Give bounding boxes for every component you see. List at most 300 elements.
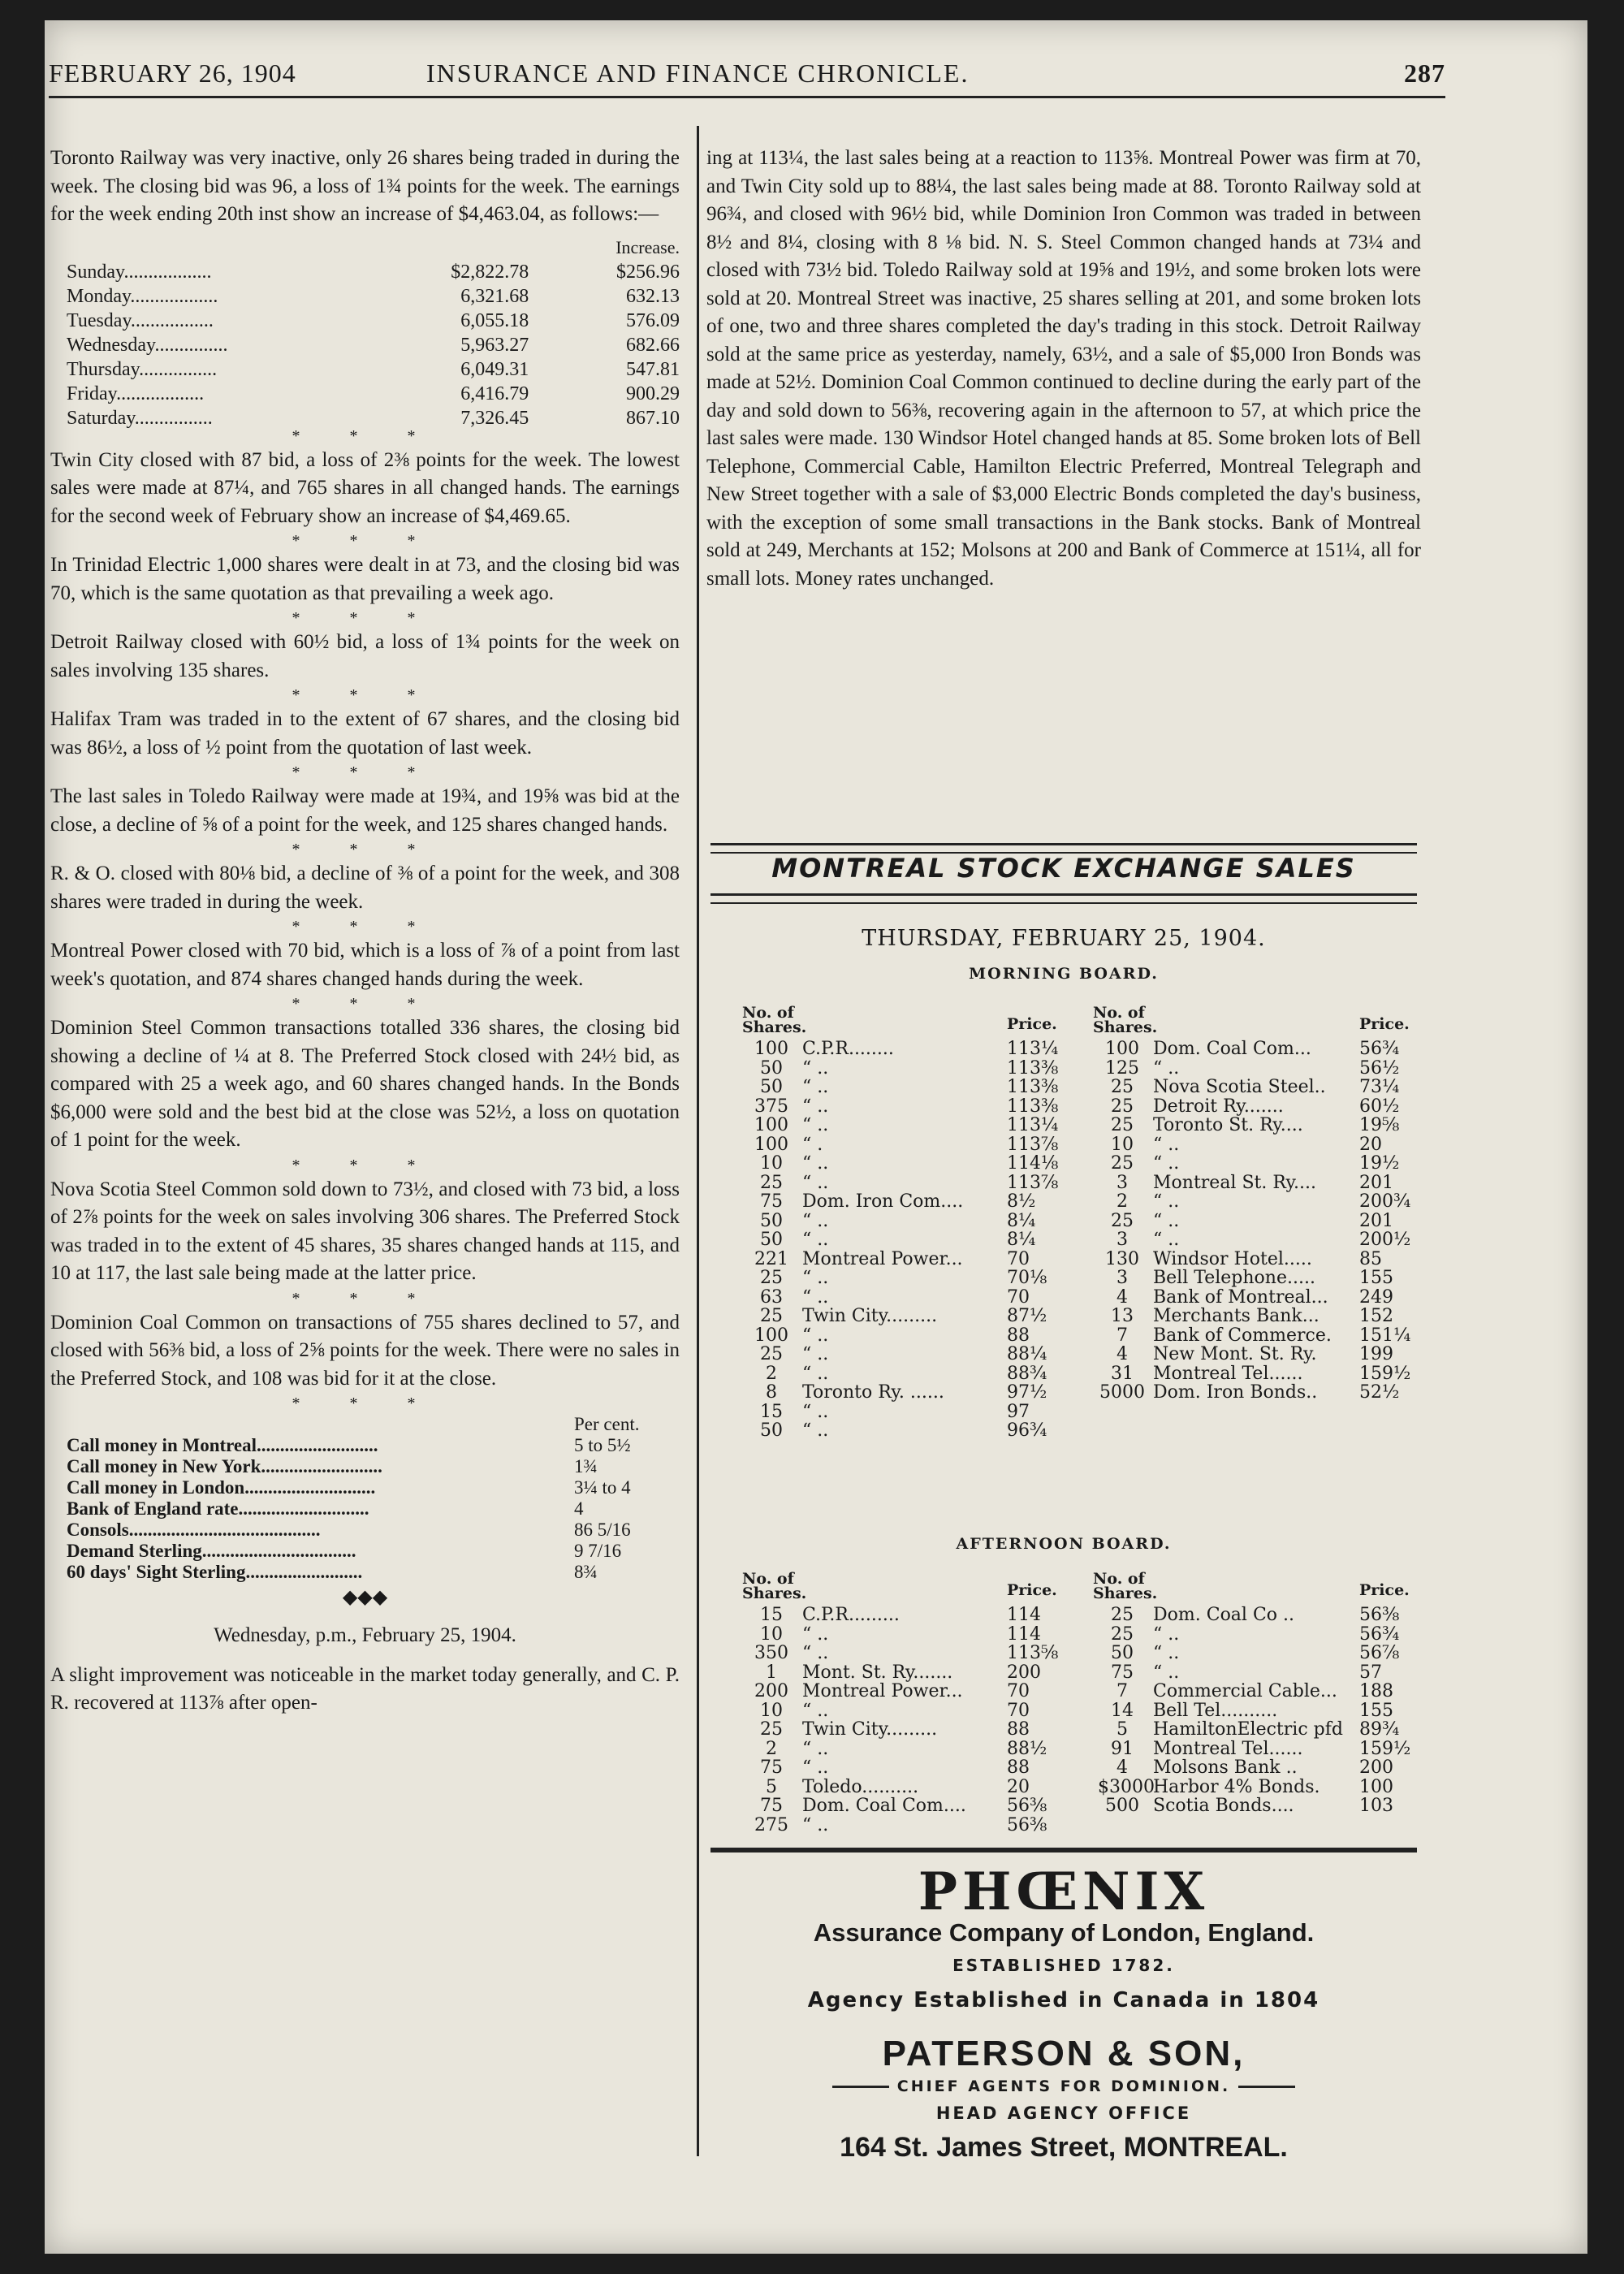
sale-price: 200¾ [1359,1191,1411,1212]
shares-column-header: No. of Shares. [742,1570,807,1602]
sale-stock: Windsor Hotel..... [1153,1248,1312,1269]
sale-price: 88¾ [1007,1363,1047,1384]
morning-sales-right [1093,1004,1411,1403]
sale-shares: 100 [754,1134,788,1155]
sale-row [747,1325,1030,1346]
sale-stock: “ .. [802,1700,829,1721]
earnings-amount: $2,822.78 [451,261,529,283]
sale-price: 70 [1007,1700,1030,1721]
sale-stock: “ .. [802,1325,829,1346]
sale-shares: 200 [754,1681,788,1701]
money-rate-value: 5 to 5½ [574,1435,631,1455]
money-rate-row [67,1456,663,1477]
sale-row [747,1077,1059,1097]
sale-stock: Nova Scotia Steel.. [1153,1077,1326,1097]
sale-price: 100 [1359,1776,1393,1797]
ad-company: Assurance Company of London, England. [813,1918,1315,1947]
money-rate-value: 4 [574,1498,584,1519]
sale-row [747,1719,1030,1740]
sale-stock: “ .. [802,1643,829,1663]
sale-stock: Montreal Tel...... [1153,1738,1303,1759]
sale-price: 200 [1359,1757,1393,1778]
sale-row [1098,1212,1406,1231]
sale-price: 113⅞ [1007,1134,1059,1155]
sale-stock: Molsons Bank .. [1153,1757,1298,1778]
earnings-day: Sunday.................. [67,261,212,283]
sale-stock: “ . [802,1134,823,1155]
afternoon-sales-right [1093,1570,1411,1816]
sale-shares: 7 [1116,1681,1128,1701]
ad-rule [710,1848,1417,1852]
sale-stock: “ .. [802,1757,829,1778]
sale-stock: “ .. [802,1096,829,1117]
sale-price: 188 [1359,1681,1393,1701]
earnings-amount: 7,326.45 [460,407,529,429]
sale-row [747,1681,1030,1701]
sale-stock: “ .. [1153,1662,1180,1683]
sale-row [1098,1644,1406,1663]
sale-price: 88 [1007,1757,1030,1778]
paragraph-separator: * * * [292,532,438,550]
sale-shares: 50 [760,1230,783,1250]
sale-shares: 25 [1111,1623,1134,1645]
sale-shares: 10 [760,1623,783,1645]
sale-stock: Mont. St. Ry....... [802,1662,953,1683]
sale-shares: 91 [1111,1738,1134,1759]
sale-stock: Bell Tel.......... [1153,1700,1278,1721]
sales-header [1093,1004,1410,1040]
sale-shares: 5 [766,1776,777,1797]
money-rate-row [67,1520,663,1541]
sale-row [747,1757,1030,1778]
sale-stock: HamiltonElectric pfd [1153,1719,1343,1740]
sale-row [747,1776,1030,1797]
earnings-day: Thursday................ [67,358,218,380]
paragraph-separator: * * * [292,995,438,1013]
sale-shares: 350 [754,1643,788,1663]
sale-shares: 75 [760,1757,783,1778]
sale-shares: 5 [1116,1719,1128,1740]
sale-price: 73¼ [1359,1077,1400,1097]
sale-row [1098,1116,1406,1135]
sale-row [1098,1097,1406,1117]
sale-shares: 50 [760,1077,783,1097]
sale-price: 201 [1359,1210,1393,1231]
sale-stock: New Mont. St. Ry. [1153,1344,1317,1364]
sale-row [747,1623,1041,1645]
sale-stock: Dom. Iron Com.... [802,1191,964,1212]
money-rate-label: Call money in New York.......................... [67,1456,382,1476]
sale-stock: Harbor 4% Bonds. [1153,1776,1320,1797]
ad-phoenix-name: PHŒNIX [918,1861,1210,1922]
sale-shares: 25 [1111,1077,1134,1097]
earnings-day: Wednesday............... [67,334,228,356]
sale-row [747,1210,1036,1231]
right-column [706,145,1421,599]
sale-row [1098,1250,1406,1269]
sale-stock: “ .. [802,1172,829,1193]
sale-stock: “ .. [1153,1623,1180,1645]
earnings-increase-header: Increase. [615,236,680,257]
sale-row [1098,1701,1406,1721]
sale-row [747,1605,1041,1625]
stock-exchange-title: MONTREAL STOCK EXCHANGE SALES [771,853,1356,884]
morning-sales-left [742,1004,1059,1441]
earnings-increase: 900.29 [626,383,680,404]
sale-row [1098,1682,1406,1701]
sale-stock: Toronto St. Ry.... [1153,1115,1303,1135]
earnings-row [67,357,680,382]
sale-stock: “ .. [1153,1057,1180,1079]
market-report-continued: ing at 113¼, the last sales being at a reaction to 113⅝. Montreal Power was firm at 70, and Twin City sold up to 88¼, the last sales being made at 88. Toronto Railway sold at 96¾, and closed with 96½ bid, while Dominion Iron Common was traded in between 8½ and 8¼, closing with 8 ⅛ bid. N. S. Steel Common changed hands at 73¼ and closed with 73½ bid. Toledo Railway sold at 19⅝ and 19½, and some broken lots were sold at 20. Montreal Street was inactive, 25 shares selling at 201, and some broken lots of one, two and three shares completed the day's trading in this stock. Detroit Railway sold at the same price as yesterday, namely, 63½, and a sale of $5,000 Iron Bonds was made at 52½. Dominion Coal Common continued to decline during the early part of the day and sold down to 56⅜, recovering again in the afternoon to 57, at which price the last sales were made. 130 Windsor Hotel changed hands at 85. Some broken lots of Bell Telephone, Commercial Cable, Hamilton Electric Preferred, Montreal Telegraph and New Street together with a sale of $3,000 Electric Bonds completed the day's business, with the exception of some small transactions in the Bank stocks. Bank of Montreal sold at 249, Merchants at 152; Molsons at 200 and Bank of Commerce at 151¼, all for small lots. Money rates unchanged. [706,147,1421,590]
sale-stock: Bell Telephone..... [1153,1268,1315,1288]
sale-price: 87½ [1007,1306,1047,1326]
sale-stock: “ .. [802,1268,829,1288]
page-header [49,58,1445,99]
sale-stock: “ .. [1153,1643,1180,1663]
sale-stock: Montreal St. Ry.... [1153,1172,1317,1193]
sale-price: 88 [1007,1325,1030,1346]
money-rate-row [67,1541,663,1562]
earnings-day: Monday.................. [67,285,218,307]
money-rate-label: 60 days' Sight Sterling......................... [67,1562,363,1582]
sale-stock: Montreal Power... [802,1248,963,1269]
sale-row [1098,1363,1411,1384]
paragraph-separator: * * * [292,686,438,704]
sale-shares: 221 [754,1248,788,1269]
money-rate-label: Demand Sterling................................. [67,1541,356,1561]
earnings-day: Saturday................ [67,407,213,429]
sale-stock: “ .. [802,1230,829,1250]
ornament: ◆◆◆ [342,1587,388,1608]
sale-stock: “ .. [802,1623,829,1645]
sale-shares: 15 [760,1605,783,1625]
ad-chief-agents-text: CHIEF AGENTS FOR DOMINION. [896,2077,1231,2095]
sale-row [1098,1078,1406,1097]
sale-price: 113⅜ [1007,1096,1059,1117]
left-column [50,145,680,1724]
sale-shares: 75 [760,1191,783,1212]
sale-price: 159½ [1359,1363,1411,1384]
sale-shares: 130 [1105,1248,1139,1269]
sale-shares: 7 [1116,1325,1128,1346]
sale-shares: 10 [760,1700,783,1721]
sale-stock: Toronto Ry. ...... [802,1382,944,1403]
sale-price: 97½ [1007,1382,1047,1403]
sale-stock: “ .. [802,1420,829,1441]
sale-shares: 5000 [1099,1382,1145,1403]
market-paragraph: Montreal Power closed with 70 bid, which is a loss of ⅞ of a point from last week's quotation, and 874 shares changed hands during the week. [50,940,680,990]
sale-shares: 13 [1111,1306,1134,1326]
earnings-row [67,333,680,357]
sale-stock: Toledo.......... [802,1776,919,1797]
sale-price: 114 [1007,1623,1041,1645]
sale-stock: “ .. [1153,1230,1180,1250]
sale-stock: C.P.R........ [802,1039,894,1059]
sale-row [747,1039,1059,1059]
money-rate-value: 1¾ [574,1456,598,1476]
earnings-increase: 632.13 [626,285,680,307]
sale-price: 20 [1007,1776,1030,1797]
sale-shares: 15 [760,1401,783,1422]
sale-stock: “ .. [802,1401,829,1422]
sale-stock: Dom. Coal Co .. [1153,1605,1295,1625]
sale-row [1098,1738,1411,1759]
sale-row [1098,1040,1406,1059]
money-rate-label: Bank of England rate............................ [67,1498,369,1519]
sale-stock: “ .. [802,1115,829,1135]
sale-row [1098,1154,1406,1174]
sale-price: 8¼ [1007,1230,1036,1250]
paragraph-separator: * * * [292,763,438,781]
sale-row [1098,1663,1406,1683]
sale-shares: 3 [1116,1230,1128,1250]
sale-row [747,1153,1059,1174]
money-rate-value: 8¾ [574,1562,598,1582]
sale-stock: “ .. [1153,1134,1180,1155]
sale-stock: Dom. Coal Com... [1153,1039,1311,1059]
sale-row [1098,1325,1411,1346]
sale-shares: 75 [760,1796,783,1816]
ad-agency: Agency Established in Canada in 1804 [807,1988,1320,2012]
toronto-railway-paragraph: Toronto Railway was very inactive, only 26 shares being traded in during the week. The closing bid was 96, a loss of 1¾ points for the week. The earnings for the week ending 20th inst show an increase of $4,463.04, as follows:— [50,147,680,225]
sale-price: 113⅞ [1007,1172,1059,1193]
earnings-amount: 6,055.18 [460,309,529,331]
sale-row [747,1401,1030,1422]
sale-price: 19⅝ [1359,1115,1400,1135]
earnings-amount: 6,416.79 [460,383,529,404]
sale-price: 8½ [1007,1191,1036,1212]
sale-shares: 1 [766,1662,777,1683]
sale-row [747,1268,1047,1288]
sale-row [747,1115,1059,1135]
sale-row [747,1363,1047,1384]
sale-shares: 100 [754,1115,788,1135]
sale-shares: 50 [760,1057,783,1079]
sale-price: 152 [1359,1306,1393,1326]
sale-row [747,1191,1036,1212]
morning-board-label: MORNING BOARD. [969,965,1159,983]
earnings-row [67,284,680,309]
sale-row [1098,1625,1406,1645]
sale-row [1098,1758,1406,1778]
earnings-row [67,309,680,333]
sale-row [1098,1135,1406,1155]
ad-established: ESTABLISHED 1782. [952,1956,1175,1975]
wednesday-paragraph: A slight improvement was noticeable in the market today generally, and C. P. R. recovered at 113⅞ after open- [50,1663,680,1714]
sale-price: 56¾ [1359,1623,1400,1645]
earnings-increase: $256.96 [616,261,680,283]
sale-shares: 75 [1111,1662,1134,1683]
sale-price: 56⅞ [1359,1643,1400,1663]
sale-stock: “ .. [802,1077,829,1097]
sale-stock: Bank of Montreal... [1153,1286,1328,1308]
sale-price: 249 [1359,1286,1393,1308]
issue-date: FEBRUARY 26, 1904 [49,58,296,88]
sale-price: 89¾ [1359,1719,1400,1740]
market-paragraph: R. & O. closed with 80⅛ bid, a decline of ⅜ of a point for the week, and 308 shares were traded in during the week. [50,862,680,913]
sale-price: 155 [1359,1700,1393,1721]
sale-shares: 25 [760,1719,783,1740]
sale-row [747,1057,1059,1079]
earnings-increase: 682.66 [626,334,680,356]
sale-row [747,1662,1041,1683]
money-rate-row [67,1562,663,1583]
sale-price: 113¼ [1007,1115,1059,1135]
sale-shares: 50 [760,1420,783,1441]
sale-stock: “ .. [802,1363,829,1384]
sale-shares: 25 [1111,1210,1134,1231]
shares-column-header: No. of Shares. [1093,1004,1158,1036]
price-column-header: Price. [1359,1015,1410,1033]
sale-row [1098,1288,1406,1308]
sale-row [747,1172,1059,1193]
sale-row [747,1700,1030,1721]
sale-row [1098,1269,1406,1288]
sale-shares: 10 [1111,1134,1134,1155]
sale-shares: 4 [1116,1757,1128,1778]
sale-price: 103 [1359,1796,1393,1816]
sales-header [742,1570,1057,1606]
sale-price: 97 [1007,1401,1030,1422]
sale-row [747,1306,1047,1326]
sale-price: 199 [1359,1344,1393,1364]
market-paragraph: Nova Scotia Steel Common sold down to 73½, and closed with 73 bid, a loss of 2⅞ points for the week on sales involving 306 shares. The Preferred Stock was traded in to the extent of 45 shares, 35 shares changed hands at 115, and 10 at 117, the last sale being made at the latter price. [50,1178,680,1284]
sale-price: 113⅜ [1007,1057,1059,1079]
earnings-amount: 6,049.31 [460,358,529,380]
sale-stock: Montreal Tel...... [1153,1363,1303,1384]
sale-row [747,1420,1047,1441]
sale-shares: 50 [1111,1643,1134,1663]
sale-row [1098,1383,1406,1403]
sale-price: 200½ [1359,1230,1411,1250]
ad-chief-agents [710,2077,1417,2095]
earnings-increase: 547.81 [626,358,680,380]
sale-stock: “ .. [1153,1210,1180,1231]
sale-shares: 25 [1111,1153,1134,1174]
sale-stock: Twin City......... [802,1719,938,1740]
price-column-header: Price. [1007,1015,1057,1033]
paragraph-separator: * * * [292,1289,438,1308]
sale-stock: “ .. [802,1738,829,1759]
sale-stock: Merchants Bank... [1153,1306,1320,1326]
sale-shares: 375 [754,1096,788,1117]
earnings-row [67,382,680,406]
sale-price: 60½ [1359,1096,1400,1117]
ad-address: 164 St. James Street, MONTREAL. [840,2132,1288,2163]
shares-column-header: No. of Shares. [742,1004,807,1036]
market-paragraph: Dominion Coal Common on transactions of 755 shares declined to 57, and closed with 56⅜ bid, a loss of 2⅝ points for the week. There were no sales in the Preferred Stock, and 108 was bid for it at the close. [50,1311,680,1390]
price-column-header: Price. [1007,1581,1057,1599]
sale-price: 70 [1007,1681,1030,1701]
ad-head-office: HEAD AGENCY OFFICE [935,2103,1192,2123]
sale-shares: 100 [754,1039,788,1059]
afternoon-sales-left [742,1570,1059,1835]
sale-row [747,1344,1047,1364]
sale-row [747,1248,1030,1269]
sale-price: 200 [1007,1662,1041,1683]
money-rate-label: Call money in London............................ [67,1477,376,1498]
sale-shares: $3000 [1098,1776,1155,1797]
sale-price: 70 [1007,1248,1030,1269]
sale-shares: 2 [1116,1191,1128,1212]
sale-shares: 275 [754,1814,788,1835]
sale-shares: 25 [1111,1096,1134,1117]
money-rate-row [67,1498,663,1520]
sale-shares: 63 [760,1286,783,1308]
sale-price: 113⅝ [1007,1643,1059,1663]
earnings-amount: 5,963.27 [460,334,529,356]
sale-row [747,1796,1047,1816]
money-rate-label: Consols......................................... [67,1520,321,1540]
sale-row [1098,1191,1411,1212]
sale-stock: “ .. [802,1210,829,1231]
sale-price: 70⅛ [1007,1268,1047,1288]
shares-column-header: No. of Shares. [1093,1570,1158,1602]
sale-row [1098,1307,1406,1326]
sale-shares: 4 [1116,1344,1128,1364]
sale-price: 151¼ [1359,1325,1411,1346]
sale-shares: 10 [760,1153,783,1174]
sale-price: 114⅛ [1007,1153,1059,1174]
sale-price: 113⅜ [1007,1077,1059,1097]
paragraph-separator: * * * [292,918,438,936]
paragraph-separator: * * * [292,1156,438,1174]
sale-price: 8¼ [1007,1210,1036,1231]
column-divider [697,126,699,2156]
paragraph-separator: * * * [292,1394,438,1412]
sale-price: 56¾ [1359,1039,1400,1059]
sale-stock: Montreal Power... [802,1681,963,1701]
sale-price: 56⅜ [1007,1796,1047,1816]
sale-row [1098,1796,1406,1816]
sale-price: 96¾ [1007,1420,1047,1441]
sale-price: 52½ [1359,1382,1400,1403]
money-rate-value: 86 5/16 [574,1520,631,1540]
sale-shares: 31 [1111,1363,1134,1384]
sale-stock: “ .. [1153,1191,1180,1212]
sale-row [747,1230,1036,1250]
sale-price: 113¼ [1007,1039,1059,1059]
sale-row [747,1814,1047,1835]
sale-shares: 25 [760,1306,783,1326]
sale-stock: C.P.R......... [802,1605,900,1625]
sale-shares: 25 [760,1172,783,1193]
sale-row [1098,1720,1406,1740]
title-rule-bottom [710,893,1417,904]
sale-shares: 100 [754,1325,788,1346]
sales-date-heading: THURSDAY, FEBRUARY 25, 1904. [862,926,1266,951]
publication-title: INSURANCE AND FINANCE CHRONICLE. [426,58,970,88]
sale-price: 159½ [1359,1738,1411,1759]
sale-shares: 25 [760,1268,783,1288]
sale-price: 88 [1007,1719,1030,1740]
market-paragraph: In Trinidad Electric 1,000 shares were dealt in at 73, and the closing bid was 70, which is the same quotation as that prevailing a week ago. [50,554,680,604]
money-rate-value: 9 7/16 [574,1541,622,1561]
sale-price: 201 [1359,1172,1393,1193]
sale-row [747,1643,1059,1663]
sale-row [1098,1606,1406,1625]
sale-row [1098,1345,1406,1364]
sale-stock: Detroit Ry....... [1153,1096,1284,1117]
sale-price: 20 [1359,1134,1382,1155]
sale-shares: 2 [766,1363,777,1384]
sale-stock: Dom. Iron Bonds.. [1153,1382,1318,1403]
earnings-day: Friday.................. [67,383,205,404]
sale-row [747,1134,1059,1155]
market-paragraph: The last sales in Toledo Railway were made at 19¾, and 19⅝ was bid at the close, a decline of ⅝ of a point for the week, and 125 shares changed hands. [50,785,680,836]
sale-price: 56⅜ [1007,1814,1047,1835]
